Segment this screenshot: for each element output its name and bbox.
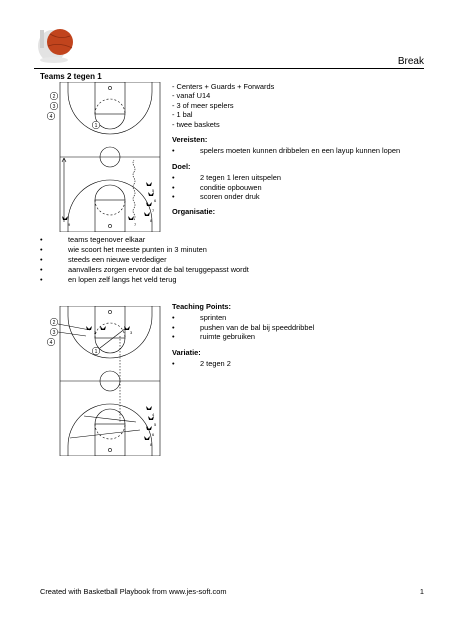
doel-heading: Doel: [172, 161, 191, 171]
player-3-label: 3 [52, 103, 56, 110]
meta-line-players: - 3 of meer spelers [172, 100, 234, 110]
bullet-icon: • [172, 332, 175, 342]
bullet-icon: • [40, 265, 43, 274]
bullet-icon: • [172, 322, 175, 332]
bullet-icon: • [172, 173, 175, 183]
basketball-logo [34, 22, 78, 66]
court-diagram-2 [40, 306, 162, 456]
court1-bottom-label: 7 [134, 222, 137, 227]
teaching-column [172, 302, 314, 368]
c2-player-4-label: 4 [49, 339, 53, 346]
c2-mid-label-3: 3 [130, 330, 133, 335]
organisatie-heading: Organisatie: [172, 207, 216, 217]
court1-player-5-label: 5 [152, 188, 155, 193]
court1-player-9-label: 9 [68, 222, 71, 227]
player-1-label: 1 [94, 122, 98, 129]
court1-player-7-label: 7 [152, 208, 155, 213]
bullet-icon: • [172, 313, 175, 323]
drill-info-column [172, 82, 400, 219]
teaching-item: • pushen van de bal bij speeddribbel [172, 322, 315, 332]
bullet-icon: • [40, 255, 43, 264]
bullet-icon: • [40, 275, 43, 284]
c2-player-5-right: 5 [154, 422, 157, 427]
organisatie-item: • wie scoort het meeste punten in 3 minuten [40, 245, 207, 254]
teaching-item: • sprinten [172, 313, 227, 323]
organisatie-item: • teams tegenover elkaar [40, 235, 146, 244]
page-header-title: Break [397, 56, 424, 67]
variatie-heading: Variatie: [172, 347, 201, 357]
vereisten-heading: Vereisten: [172, 135, 208, 145]
bullet-icon: • [172, 192, 175, 202]
c2-player-2-label: 2 [52, 319, 56, 326]
court1-player-6-label: 6 [154, 198, 157, 203]
c2-player-1-label: 1 [94, 348, 98, 355]
court1-player-8-label: 8 [150, 218, 153, 223]
c2-player-8-right: 8 [150, 442, 153, 447]
teaching-heading: Teaching Points: [172, 302, 231, 311]
c2-player-4-right: 4 [152, 412, 155, 417]
organisatie-item: • en lopen zelf langs het veld terug [40, 275, 177, 284]
bullet-icon: • [172, 146, 175, 156]
bullet-icon: • [40, 235, 43, 244]
doel-item: • scoren onder druk [172, 192, 260, 202]
player-2-label: 2 [52, 93, 56, 100]
bullet-icon: • [172, 182, 175, 192]
doel-item: • 2 tegen 1 leren uitspelen [172, 173, 281, 183]
court-diagram-1 [40, 82, 162, 232]
teaching-item: • ruimte gebruiken [172, 332, 256, 342]
meta-line-balls: - 1 bal [172, 110, 193, 120]
meta-line-positions: - Centers + Guards + Forwards [172, 82, 275, 91]
footer-credit: Created with Basketball Playbook from www.jes-soft.com [40, 587, 227, 596]
meta-line-age: - vanaf U14 [172, 91, 211, 101]
organisatie-item: • steeds een nieuwe verdediger [40, 255, 167, 264]
organisatie-item: • aanvallers zorgen ervoor dat de bal teruggepasst wordt [40, 265, 249, 274]
drill-title: Teams 2 tegen 1 [40, 72, 102, 81]
page-number: 1 [419, 587, 424, 596]
organisatie-list [40, 235, 249, 285]
vereisten-item: • spelers moeten kunnen dribbelen en een layup kunnen lopen [172, 146, 401, 156]
header-divider [34, 68, 424, 69]
bullet-icon: • [40, 245, 43, 254]
c2-player-3-label: 3 [52, 329, 56, 336]
doel-item: • conditie opbouwen [172, 182, 262, 192]
c2-mid-label-2: 2 [94, 330, 97, 335]
player-4-label: 4 [49, 113, 53, 120]
meta-line-baskets: - twee baskets [172, 119, 220, 129]
bullet-icon: • [172, 359, 175, 369]
c2-player-6-right: 6 [152, 432, 155, 437]
variatie-item: • 2 tegen 2 [172, 359, 231, 369]
